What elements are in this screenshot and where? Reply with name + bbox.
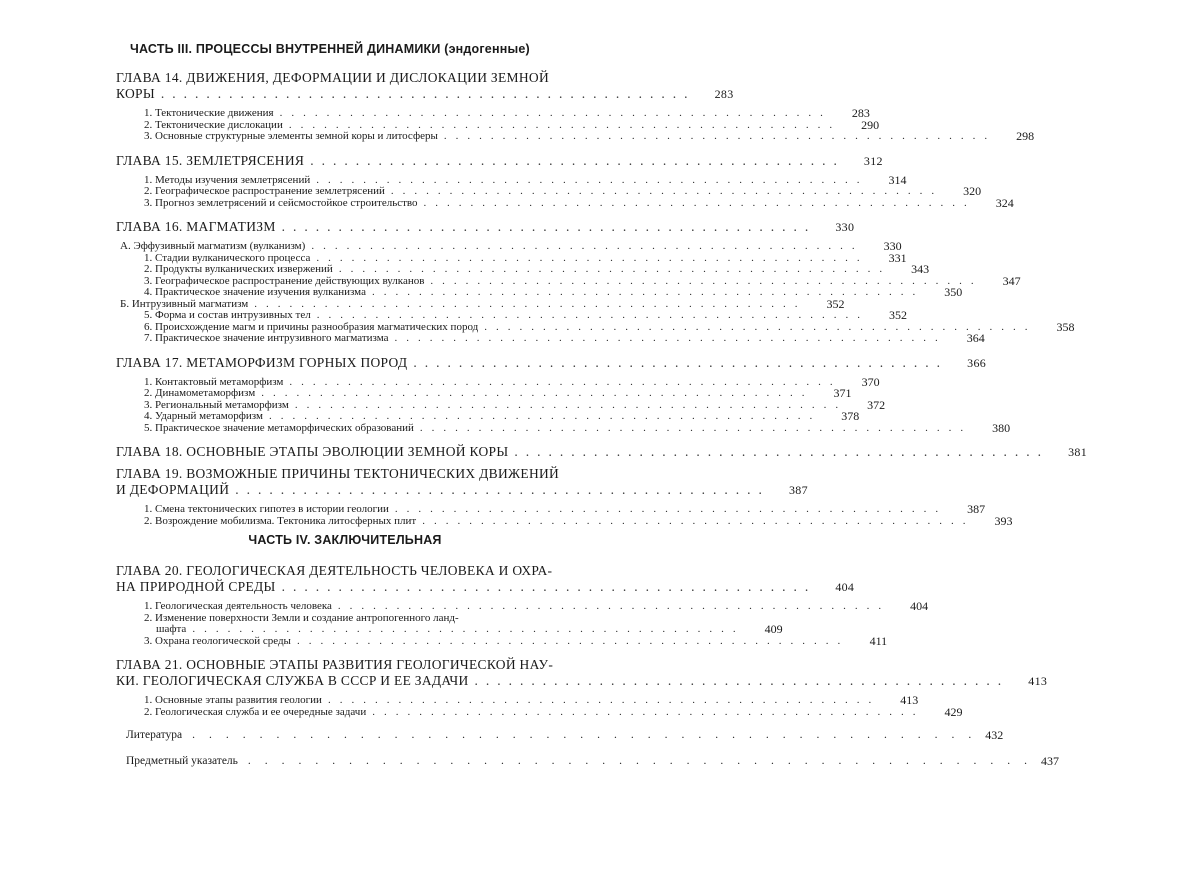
leader-dots: ............................................... (311, 240, 864, 252)
toc-item-text: шафта (156, 623, 187, 635)
chapter-17 (110, 354, 1011, 435)
toc-item-page: 283 (851, 106, 870, 120)
toc-item-text: 3. Прогноз землетрясений и сейсмостойкое строительство (144, 196, 418, 209)
leader-dots: ............................................... (254, 297, 807, 310)
toc-item (110, 129, 1035, 143)
literature-entry (110, 728, 1004, 742)
toc-item-page: 429 (944, 704, 963, 719)
toc-item-page: 387 (967, 502, 986, 516)
leader-dots: ............................................... (372, 705, 925, 718)
chapter-21-items (110, 693, 963, 719)
index-page: 437 (1041, 754, 1060, 768)
index-label: Предметный указатель (126, 755, 238, 767)
leader-dots: ............................................... (423, 196, 976, 209)
toc-item-text: 2. Возрождение мобилизма. Тектоника литосферных плит (144, 514, 417, 527)
toc-item-page: 393 (994, 513, 1013, 528)
chapter-18-page: 381 (1068, 445, 1088, 459)
toc-item-text: 3. Охрана геологической среды (144, 634, 291, 647)
chapter-16-page: 330 (835, 220, 855, 234)
toc-item-page: 347 (1002, 273, 1021, 288)
toc-item-page: 352 (826, 296, 845, 311)
leader-dots: ............................................... (296, 634, 850, 647)
leader-dots: ............................................... (430, 274, 983, 287)
toc-item (110, 308, 907, 322)
chapter-15-title: ГЛАВА 15. ЗЕМЛЕТРЯСЕНИЯ (116, 152, 305, 168)
toc-item-text: Б. Интрузивный магматизм (120, 297, 249, 310)
chapter-20-title-line1: ГЛАВА 20. ГЕОЛОГИЧЕСКАЯ ДЕЯТЕЛЬНОСТЬ ЧЕЛОВЕКА И ОХРА- (116, 563, 553, 578)
toc-item-text: 3. Основные структурные элементы земной коры и литосферы (144, 130, 438, 142)
toc-item (110, 633, 888, 648)
toc-item-page: 364 (966, 331, 985, 345)
leader-dots: ............................................... (294, 398, 848, 411)
toc-item-page: 411 (869, 633, 888, 648)
leader-dots: ............................................... (419, 421, 973, 434)
chapter-15-title-row (110, 152, 883, 169)
toc-item-page: 352 (888, 308, 907, 322)
leader-dots: ............................................... (394, 503, 948, 515)
toc-item-text: 2. Динамометаморфизм (144, 387, 256, 399)
leader-dots: ............................................... (310, 152, 845, 168)
leader-dots: ............................................... (268, 410, 822, 422)
chapter-16-title: ГЛАВА 16. МАГМАТИЗМ (116, 219, 276, 234)
chapter-15 (110, 152, 1014, 210)
chapter-21-title-line2: КИ. ГЕОЛОГИЧЕСКАЯ СЛУЖБА В СССР И ЕЕ ЗАДАЧИ (116, 673, 469, 688)
chapter-18 (110, 444, 1088, 460)
toc-item (110, 386, 852, 400)
toc-item-page: 380 (992, 420, 1011, 435)
toc-item-text: 2. Тектонические дислокации (144, 118, 283, 131)
chapter-20-page: 404 (835, 580, 855, 594)
toc-section (110, 239, 902, 253)
toc-item-page: 290 (861, 117, 880, 132)
toc-item-page: 324 (995, 195, 1014, 210)
leader-dots: ............................................... (371, 286, 925, 298)
toc-item-text: 4. Практическое значение изучения вулканизма (144, 286, 366, 298)
leader-dots: ............................................... (514, 444, 1050, 459)
leader-dots: ............................................... (247, 755, 1042, 767)
chapter-21-title-row (110, 673, 1048, 689)
chapter-17-title: ГЛАВА 17. МЕТАМОРФИЗМ ГОРНЫХ ПОРОД (116, 354, 408, 370)
chapter-19-title-line1: ГЛАВА 19. ВОЗМОЖНЫЕ ПРИЧИНЫ ТЕКТОНИЧЕСКИХ ДВИЖЕНИЙ (116, 466, 560, 481)
leader-dots: ............................................... (281, 219, 817, 234)
toc-item (110, 704, 963, 719)
toc-item (110, 420, 1011, 435)
toc-item-page: 371 (833, 386, 852, 400)
leader-dots: ............................................... (484, 320, 1037, 333)
chapter-14-items (110, 106, 1035, 143)
leader-dots: ............................................... (390, 185, 944, 197)
part-3-title: ЧАСТЬ III. ПРОЦЕССЫ ВНУТРЕННЕЙ ДИНАМИКИ (эндогенные) (130, 42, 530, 56)
toc-item-page: 372 (867, 397, 886, 412)
chapter-16 (110, 219, 1075, 345)
toc-item (110, 622, 783, 636)
literature-label: Литература (126, 729, 183, 741)
chapter-19-title-row (110, 482, 808, 498)
chapter-16-title-row (110, 219, 855, 235)
toc-item-page: 298 (1016, 129, 1035, 143)
chapter-14-title-line1: ГЛАВА 14. ДВИЖЕНИЯ, ДЕФОРМАЦИИ И ДИСЛОКАЦИИ ЗЕМНОЙ (116, 70, 549, 85)
table-of-contents (110, 38, 1088, 768)
toc-item-text: 7. Практическое значение интрузивного магматизма (144, 332, 389, 344)
chapter-15-items (110, 172, 1014, 210)
chapter-17-page: 366 (967, 355, 987, 370)
chapter-19 (110, 466, 1013, 528)
chapter-20-title-row (110, 579, 855, 595)
leader-dots: ............................................... (160, 86, 696, 101)
toc-item-text: 5. Форма и состав интрузивных тел (144, 309, 311, 321)
toc-item (110, 106, 870, 120)
leader-dots: ............................................... (279, 107, 832, 119)
toc-item-text: 1. Смена тектонических гипотез в истории геологии (144, 503, 389, 515)
chapter-19-items (110, 502, 1013, 528)
toc-item-page: 331 (888, 250, 907, 265)
chapter-17-title-row (110, 354, 987, 371)
leader-dots: ............................................... (281, 579, 817, 594)
toc-item-page: 404 (910, 599, 929, 613)
toc-item-text: 1. Методы изучения землетрясений (144, 173, 311, 186)
leader-dots: ............................................... (394, 332, 947, 344)
chapter-20 (110, 563, 929, 648)
toc-item-page: 378 (841, 409, 860, 423)
leader-dots: ............................................... (235, 482, 770, 497)
toc-item-page: 314 (888, 172, 907, 187)
leader-dots: ............................................... (316, 309, 869, 321)
toc-item-text: 3. Географическое распространение действующих вулканов (144, 274, 425, 287)
chapter-18-title-row (110, 444, 1088, 460)
chapter-17-items (110, 374, 1011, 435)
leader-dots: ............................................... (337, 600, 891, 612)
leader-dots: ............................................... (316, 173, 869, 186)
leader-dots: ............................................... (192, 623, 745, 635)
toc-item-page: 370 (861, 374, 880, 389)
toc-item (110, 513, 1013, 528)
leader-dots: ............................................... (413, 354, 949, 370)
chapter-18-title: ГЛАВА 18. ОСНОВНЫЕ ЭТАПЫ ЭВОЛЮЦИИ ЗЕМНОЙ КОРЫ (116, 444, 509, 459)
chapter-20-items (110, 599, 929, 648)
toc-item (110, 502, 986, 516)
toc-item-text: 1. Тектонические движения (144, 107, 274, 119)
chapter-20-title-line2: НА ПРИРОДНОЙ СРЕДЫ (116, 579, 276, 594)
part-4-title: ЧАСТЬ IV. ЗАКЛЮЧИТЕЛЬНАЯ (248, 533, 442, 547)
chapter-14-page: 283 (714, 87, 734, 101)
toc-item (110, 693, 919, 707)
toc-item-text: 2. Продукты вулканических извержений (144, 263, 333, 275)
toc-item-text: 4. Ударный метаморфизм (144, 410, 263, 422)
toc-item (110, 331, 985, 345)
toc-item (110, 285, 963, 299)
toc-item-page: 320 (963, 184, 982, 198)
toc-item (110, 195, 1014, 210)
leader-dots: ............................................... (422, 514, 975, 527)
literature-page: 432 (985, 728, 1004, 742)
toc-item-page: 330 (883, 239, 902, 253)
toc-item-text: 5. Практическое значение метаморфических образований (144, 421, 414, 434)
leader-dots: ............................................... (192, 729, 986, 741)
toc-item-text: 1. Стадии вулканического процесса (144, 251, 311, 264)
chapter-19-page: 387 (789, 483, 808, 497)
toc-item-page: 413 (900, 693, 919, 707)
chapter-21-title-line1: ГЛАВА 21. ОСНОВНЫЕ ЭТАПЫ РАЗВИТИЯ ГЕОЛОГИЧЕСКОЙ НАУ- (116, 657, 554, 672)
chapter-14-title-line2: КОРЫ (116, 86, 155, 101)
leader-dots: ............................................... (474, 673, 1010, 688)
toc-item (110, 599, 929, 613)
chapter-15-page: 312 (863, 153, 883, 168)
toc-item-text: 2. Географическое распространение землетрясений (144, 185, 385, 197)
chapter-14 (110, 70, 1035, 143)
toc-item-page: 343 (911, 262, 930, 276)
toc-item-page: 358 (1056, 319, 1075, 334)
leader-dots: ............................................... (289, 375, 842, 388)
toc-item-text: 1. Основные этапы развития геологии (144, 694, 322, 706)
leader-dots: ............................................... (288, 118, 842, 131)
toc-item-text: 2. Изменение поверхности Земли и создание антропогенного ланд- (144, 611, 459, 624)
toc-item-text: 2. Геологическая служба и ее очередные задачи (144, 705, 367, 718)
leader-dots: ............................................... (338, 263, 892, 275)
toc-item (110, 262, 930, 276)
toc-item-text: 3. Региональный метаморфизм (144, 398, 289, 411)
toc-item-page: 350 (944, 285, 963, 299)
chapter-16-items (110, 239, 1075, 345)
leader-dots: ............................................... (316, 251, 869, 264)
toc-item-text: 6. Происхождение магм и причины разнообразия магматических пород (144, 320, 479, 333)
toc-item (110, 184, 982, 198)
leader-dots: ............................................... (443, 130, 997, 142)
chapter-21 (110, 657, 1048, 719)
toc-item (110, 409, 860, 423)
chapter-19-title-line2: И ДЕФОРМАЦИЙ (116, 482, 230, 497)
chapter-21-page: 413 (1028, 674, 1048, 688)
toc-item-page: 409 (764, 622, 783, 636)
index-entry (110, 754, 1060, 768)
toc-item-text: А. Эффузивный магматизм (вулканизм) (120, 240, 306, 252)
leader-dots: ............................................... (261, 387, 814, 399)
leader-dots: ............................................... (327, 694, 881, 706)
toc-item-text: 1. Геологическая деятельность человека (144, 600, 332, 612)
chapter-14-title-row (110, 86, 734, 102)
toc-item-text: 1. Контактовый метаморфизм (144, 375, 284, 388)
